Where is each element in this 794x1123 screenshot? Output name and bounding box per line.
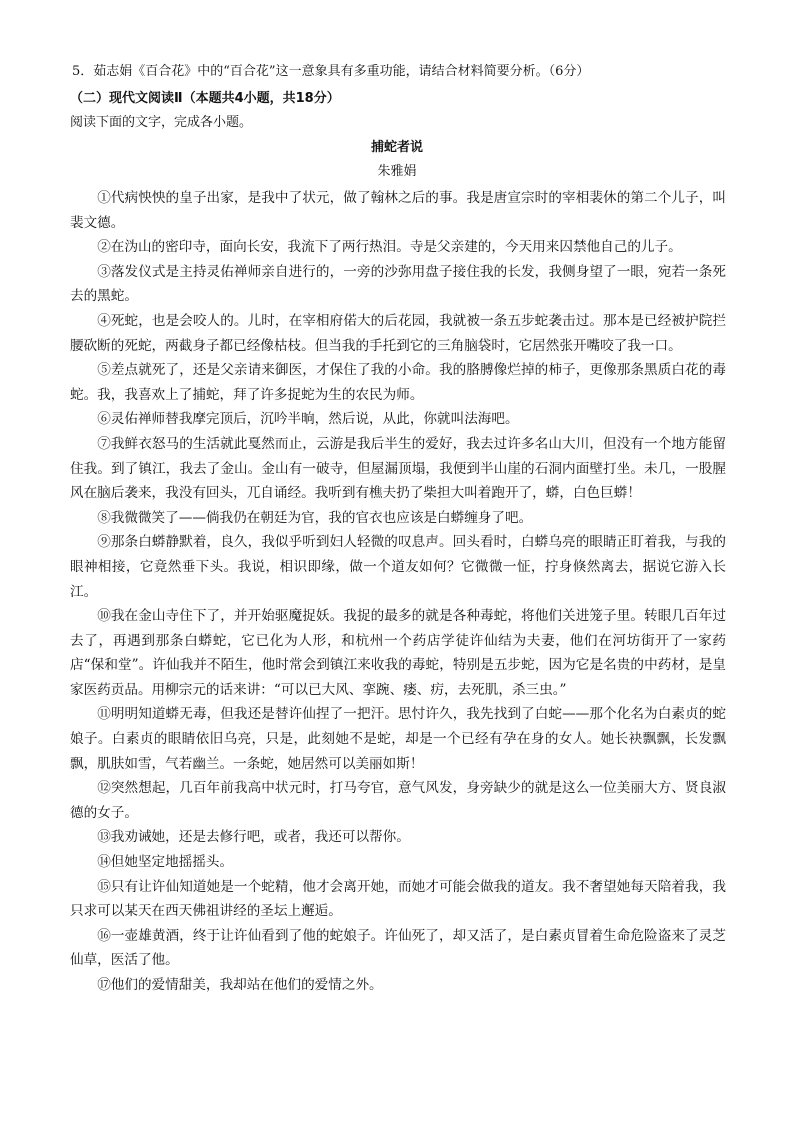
paragraph: ⑰他们的爱情甜美，我却站在他们的爱情之外。 <box>97 977 383 993</box>
article-title: 捕蛇者说 <box>370 140 423 155</box>
paragraph: ⑮只有让许仙知道她是一个蛇精，他才会离开她，而她才可能会做我的道友。我不奢望她每天陪着我，我只求可以某天在西天佛祖讲经的圣坛上邂逅。 <box>70 878 726 920</box>
article-author: 朱雅娟 <box>377 164 417 179</box>
paragraph: ⑭但她坚定地摇摇头。 <box>97 854 234 871</box>
paragraph: ②在沩山的密印寺，面向长安，我流下了两行热泪。寺是父亲建的，今天用来囚禁他自己的儿子。 <box>97 239 682 256</box>
paragraph: ⑩我在金山寺住下了，并开始驱魔捉妖。我捉的最多的就是各种毒蛇，将他们关进笼子里。转眼几百年过去了，再遇到那条白蟒蛇，它已化为人形，和杭州一个药店学徒许仙结为夫妻，他们在河坊街开了一家药店“保和堂”。许仙我并不陌生，他时常会到镇江来收我的毒蛇，特别是五步蛇，因为它是名贵的中药材，是皇家医药贡品。用柳宗元的话来讲：“可以已大风、挛踠、瘘、疠，去死肌，杀三虫。” <box>70 608 726 698</box>
paragraph: ①代病怏怏的皇子出家，是我中了状元，做了翰林之后的事。我是唐宣宗时的宰相裴休的第二个儿子，叫裴文德。 <box>70 190 726 231</box>
instruction-text: 阅读下面的文字，完成各小题。 <box>70 115 253 130</box>
section-header: （二）现代文阅读Ⅱ（本题共4小题，共18分） <box>70 91 340 106</box>
paragraph: ④死蛇，也是会咬人的。儿时，在宰相府偌大的后花园，我就被一条五步蛇袭击过。那本是已经被护院拦腰砍断的死蛇，两截身子都已经像枯枝。但当我的手托到它的三角脑袋时，它居然张开嘴咬了我一口。 <box>70 312 726 354</box>
paragraph: ③落发仪式是主持灵佑禅师亲自进行的，一旁的沙弥用盘子接住我的长发，我侧身望了一眼，宛若一条死去的黑蛇。 <box>70 263 726 305</box>
paragraph: ⑨那条白蟒静默着，良久，我似乎听到妇人轻微的叹息声。回头看时，白蟒乌亮的眼睛正盯着我，与我的眼神相接，它竟然垂下头。我说，相识即缘，做一个道友如何？它微微一怔，拧身倏然离去，据说它游入长江。 <box>70 534 726 600</box>
question-5: 5．茹志娟《百合花》中的“百合花”这一意象具有多重功能，请结合材料简要分析。（6分） <box>72 64 590 79</box>
paragraph: ⑯一壶雄黄酒，终于让许仙看到了他的蛇娘子。许仙死了，却又活了，是白素贞冒着生命危险盗来了灵芝仙草，医活了他。 <box>70 927 726 969</box>
article-body <box>70 186 726 998</box>
paragraph: ⑬我劝诫她，还是去修行吧，或者，我还可以帮你。 <box>97 829 410 846</box>
paragraph: ⑪明明知道蟒无毒，但我还是替许仙捏了一把汗。思忖许久，我先找到了白蛇——那个化名为白素贞的蛇娘子。白素贞的眼睛依旧乌亮，只是，此刻她不是蛇，却是一个已经有孕在身的女人。她长袂飘飘，长发飘飘，肌肤如雪，气若幽兰。一条蛇，她居然可以美丽如斯！ <box>70 706 726 772</box>
paragraph: ⑧我微微笑了——倘我仍在朝廷为官，我的官衣也应该是白蟒缠身了吧。 <box>97 509 533 526</box>
paragraph: ⑤差点就死了，还是父亲请来御医，才保住了我的小命。我的胳膊像烂掉的柿子，更像那条黑质白花的毒蛇。我，我喜欢上了捕蛇，拜了许多捉蛇为生的农民为师。 <box>70 362 726 403</box>
paragraph: ⑥灵佑禅师替我摩完顶后，沉吟半晌，然后说，从此，你就叫法海吧。 <box>97 411 519 428</box>
paragraph: ⑫突然想起，几百年前我高中状元时，打马夸官，意气风发，身旁缺少的就是这么一位美丽大方、贤良淑德的女子。 <box>70 780 726 821</box>
paragraph: ⑦我鲜衣怒马的生活就此戛然而止，云游是我后半生的爱好，我去过许多名山大川，但没有一个地方能留住我。到了镇江，我去了金山。金山有一破寺，但屋漏顶塌，我便到半山崖的石洞内面壁打坐。未几，一股腥风在脑后袭来，我没有回头，兀自诵经。我听到有樵夫扔了柴担大叫着跑开了，蟒，白色巨蟒！ <box>70 435 726 502</box>
